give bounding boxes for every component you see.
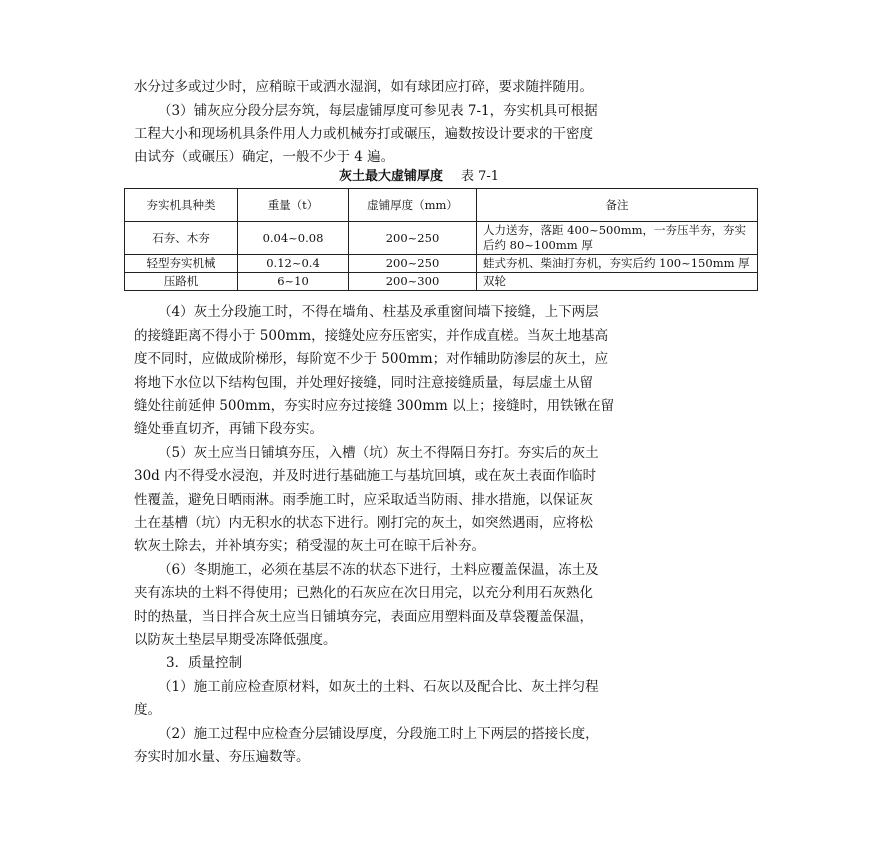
section-heading: 3．质量控制 bbox=[166, 655, 243, 671]
paragraph-line: 软灰土除去，并补填夯实；稍受湿的灰土可在晾干后补夯。 bbox=[134, 538, 485, 554]
table-header-row bbox=[125, 189, 758, 222]
paragraph-line: 时的热量，当日拌合灰土应当日铺填夯完，表面应用塑料面及草袋覆盖保温， bbox=[134, 609, 593, 625]
paragraph-line: 性覆盖，避免日晒雨淋。雨季施工时，应采取适当防雨、排水措施，以保证灰 bbox=[134, 492, 593, 508]
paragraph-line: 的接缝距离不得小于 500mm，接缝处应夯压密实，并作成直槎。当灰土地基高 bbox=[134, 328, 609, 344]
table-row bbox=[125, 255, 758, 273]
table-cell: 轻型夯实机械 bbox=[125, 255, 238, 273]
table-row bbox=[125, 273, 758, 291]
paragraph-line: 以防灰土垫层早期受冻降低强度。 bbox=[134, 632, 337, 648]
thickness-table bbox=[124, 188, 758, 291]
table-row bbox=[125, 222, 758, 255]
table-number: 表 7-1 bbox=[461, 169, 500, 184]
paragraph-line: 度不同时，应做成阶梯形，每阶宽不少于 500mm；对作辅助防渗层的灰土，应 bbox=[134, 351, 609, 367]
paragraph-line: 夹有冻块的土料不得使用；已熟化的石灰应在次日用完，以充分利用石灰熟化 bbox=[134, 585, 593, 601]
paragraph-line: 将地下水位以下结构包围，并处理好接缝，同时注意接缝质量，每层虚土从留 bbox=[134, 375, 593, 391]
table-cell: 6~10 bbox=[238, 273, 349, 291]
paragraph-line: 工程大小和现场机具条件用人力或机械夯打或碾压，遍数按设计要求的干密度 bbox=[134, 126, 593, 142]
table-cell: 双轮 bbox=[477, 273, 758, 291]
paragraph-line: （5）灰土应当日铺填夯压，入槽（坑）灰土不得隔日夯打。夯实后的灰土 bbox=[158, 445, 599, 461]
table-cell: 蛙式夯机、柴油打夯机，夯实后约 100~150mm 厚 bbox=[477, 255, 758, 273]
paragraph-line: （4）灰土分段施工时，不得在墙角、柱基及承重窗间墙下接缝，上下两层 bbox=[158, 304, 599, 320]
header-cell: 备注 bbox=[477, 189, 758, 222]
table-title: 灰土最大虚铺厚度 bbox=[339, 169, 444, 184]
header-cell: 重量（t） bbox=[238, 189, 349, 222]
header-cell: 夯实机具种类 bbox=[125, 189, 238, 222]
paragraph-line: 土在基槽（坑）内无积水的状态下进行。刚打完的灰土，如突然遇雨，应将松 bbox=[134, 515, 593, 531]
paragraph-line: （1）施工前应检查原材料，如灰土的土料、石灰以及配合比、灰土拌匀程 bbox=[158, 679, 599, 695]
table-cell: 人力送夯，落距 400~500mm，一夯压半夯，夯实后约 80~100mm 厚 bbox=[477, 222, 758, 255]
paragraph-line: 30d 内不得受水浸泡，并及时进行基础施工与基坑回填，或在灰土表面作临时 bbox=[134, 468, 597, 484]
table-caption bbox=[339, 165, 499, 184]
table-cell: 石夯、木夯 bbox=[125, 222, 238, 255]
paragraph-line: 夯实时加水量、夯压遍数等。 bbox=[134, 749, 310, 765]
paragraph-line: 由试夯（或碾压）确定，一般不少于 4 遍。 bbox=[134, 149, 395, 165]
paragraph-line: 缝处往前延伸 500mm，夯实时应夯过接缝 300mm 以上；接缝时，用铁锹在留 bbox=[134, 398, 615, 414]
table-cell: 200~250 bbox=[349, 255, 477, 273]
header-cell: 虚铺厚度（mm） bbox=[349, 189, 477, 222]
paragraph-line: （6）冬期施工，必须在基层不冻的状态下进行，土料应覆盖保温，冻土及 bbox=[158, 562, 599, 578]
paragraph-line: 缝处垂直切齐，再铺下段夯实。 bbox=[134, 421, 323, 437]
table-cell: 200~250 bbox=[349, 222, 477, 255]
table-cell: 压路机 bbox=[125, 273, 238, 291]
paragraph-line: （3）铺灰应分段分层夯筑，每层虚铺厚度可参见表 7-1，夯实机具可根据 bbox=[158, 103, 598, 119]
paragraph-line: 度。 bbox=[134, 702, 161, 718]
paragraph-line: 水分过多或过少时，应稍晾干或洒水湿润，如有球团应打碎，要求随拌随用。 bbox=[134, 79, 593, 95]
table-cell: 200~300 bbox=[349, 273, 477, 291]
paragraph-line: （2）施工过程中应检查分层铺设厚度，分段施工时上下两层的搭接长度， bbox=[158, 726, 599, 742]
table-cell: 0.12~0.4 bbox=[238, 255, 349, 273]
table-cell: 0.04~0.08 bbox=[238, 222, 349, 255]
